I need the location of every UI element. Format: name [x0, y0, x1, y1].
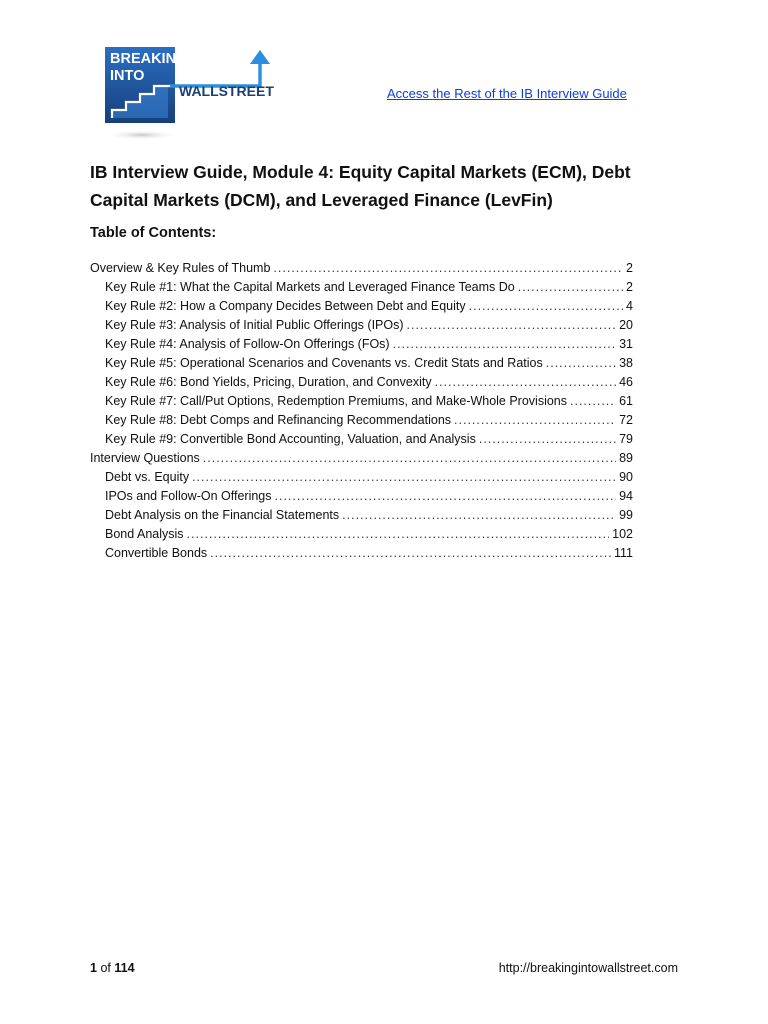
breaking-into-wallstreet-logo	[104, 46, 274, 142]
toc-entry-label: Key Rule #9: Convertible Bond Accounting, Valuation, and Analysis	[105, 432, 476, 446]
dot-leader	[342, 506, 616, 525]
toc-entry-label: Debt Analysis on the Financial Statements	[105, 508, 340, 522]
toc-entry-key-rule-4[interactable]	[90, 335, 633, 354]
toc-entry-convertible-bonds[interactable]	[90, 544, 633, 563]
dot-leader	[273, 259, 623, 278]
toc-entry-page: 90	[619, 470, 633, 484]
access-guide-link[interactable]: Access the Rest of the IB Interview Guide	[387, 86, 627, 101]
toc-entry-page: 20	[619, 318, 633, 332]
toc-entry-page: 2	[626, 280, 633, 294]
toc-entry-label: Key Rule #6: Bond Yields, Pricing, Duration, and Convexity	[105, 375, 432, 389]
dot-leader	[469, 297, 623, 316]
dot-leader	[203, 449, 616, 468]
toc-entry-key-rule-7[interactable]	[90, 392, 633, 411]
dot-leader	[187, 525, 610, 544]
toc-entry-ipos-follow-ons[interactable]	[90, 487, 633, 506]
toc-entry-label: Key Rule #8: Debt Comps and Refinancing Recommendations	[105, 413, 452, 427]
toc-entry-page: 79	[619, 432, 633, 446]
toc-entry-key-rule-5[interactable]	[90, 354, 633, 373]
dot-leader	[479, 430, 616, 449]
toc-entry-key-rule-9[interactable]	[90, 430, 633, 449]
dot-leader	[275, 487, 617, 506]
toc-entry-page: 31	[619, 337, 633, 351]
toc-entry-label: Key Rule #4: Analysis of Follow-On Offerings (FOs)	[105, 337, 390, 351]
logo-line2: INTO	[110, 68, 145, 84]
dot-leader	[407, 316, 617, 335]
toc-entry-label: Debt vs. Equity	[105, 470, 190, 484]
toc-entry-page: 2	[626, 261, 633, 275]
toc-entry-page: 94	[619, 489, 633, 503]
toc-entry-label: Key Rule #1: What the Capital Markets and Leveraged Finance Teams Do	[105, 280, 515, 294]
toc-entry-debt-vs-equity[interactable]	[90, 468, 633, 487]
dot-leader	[435, 373, 617, 392]
toc-entry-page: 61	[619, 394, 633, 408]
toc-heading: Table of Contents:	[90, 225, 217, 241]
toc-entry-label: Convertible Bonds	[105, 546, 208, 560]
toc-entry-page: 4	[626, 299, 633, 313]
page-of-text: of	[100, 961, 111, 975]
toc-entry-key-rule-6[interactable]	[90, 373, 633, 392]
toc-entry-key-rule-3[interactable]	[90, 316, 633, 335]
toc-entry-page: 89	[619, 451, 633, 465]
toc-entry-page: 99	[619, 508, 633, 522]
toc-entry-label: Key Rule #3: Analysis of Initial Public Offerings (IPOs)	[105, 318, 404, 332]
document-title: IB Interview Guide, Module 4: Equity Capital Markets (ECM), Debt Capital Markets (DCM), and Leveraged Finance (LevFin)	[90, 162, 631, 210]
toc-entry-page: 111	[613, 546, 633, 560]
toc-entry-label: Bond Analysis	[105, 527, 184, 541]
logo-line1: BREAKING	[110, 51, 188, 67]
page-indicator	[90, 961, 135, 975]
toc-entry-label: Interview Questions	[90, 451, 200, 465]
toc-entry-key-rule-8[interactable]	[90, 411, 633, 430]
dot-leader	[570, 392, 616, 411]
logo-line3: WALLSTREET	[179, 83, 274, 99]
toc-entry-debt-analysis[interactable]	[90, 506, 633, 525]
table-of-contents	[90, 259, 633, 563]
toc-entry-label: Key Rule #2: How a Company Decides Between Debt and Equity	[105, 299, 466, 313]
dot-leader	[210, 544, 611, 563]
total-pages-number: 114	[114, 961, 135, 975]
toc-entry-label: Key Rule #7: Call/Put Options, Redemption Premiums, and Make-Whole Provisions	[105, 394, 568, 408]
toc-entry-label: Overview & Key Rules of Thumb	[90, 261, 271, 275]
dot-leader	[393, 335, 616, 354]
dot-leader	[518, 278, 623, 297]
dot-leader	[192, 468, 616, 487]
toc-entry-interview-questions[interactable]	[90, 449, 633, 468]
toc-entry-overview[interactable]	[90, 259, 633, 278]
toc-entry-label: IPOs and Follow-On Offerings	[105, 489, 272, 503]
current-page-number: 1	[90, 961, 97, 975]
dot-leader	[546, 354, 616, 373]
toc-entry-page: 72	[619, 413, 633, 427]
toc-entry-label: Key Rule #5: Operational Scenarios and Covenants vs. Credit Stats and Ratios	[105, 356, 543, 370]
dot-leader	[454, 411, 616, 430]
toc-entry-page: 46	[619, 375, 633, 389]
toc-entry-page: 102	[612, 527, 633, 541]
toc-entry-page: 38	[619, 356, 633, 370]
footer-url: http://breakingintowallstreet.com	[498, 961, 678, 975]
toc-entry-key-rule-1[interactable]	[90, 278, 633, 297]
toc-entry-key-rule-2[interactable]	[90, 297, 633, 316]
toc-entry-bond-analysis[interactable]	[90, 525, 633, 544]
